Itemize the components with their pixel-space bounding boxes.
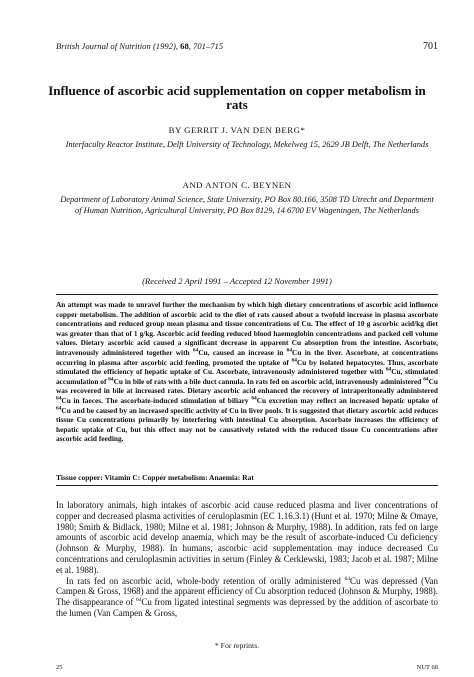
footer-code: NUT 68 (416, 664, 438, 671)
page-footer (56, 664, 438, 671)
citation-volume: 68 (180, 41, 189, 51)
affiliation-2: Department of Laboratory Animal Science, State University, PO Box 80.166, 3508 TD Utrecht and Department of Human Nutrition, Agricultural University, PO Box 8129, 14 6700 EV Wageningen, The Netherlands (60, 195, 434, 215)
author-2: AND ANTON C. BEYNEN (182, 180, 292, 190)
footer-signature: 25 (56, 664, 63, 671)
citation (56, 41, 223, 52)
abstract: An attempt was made to unravel further the mechanism by which high dietary concentrations of ascorbic acid influence copper metabolism. The addition of ascorbic acid to the diet of rats caused about a twofold increase in plasma ascorbate concentrations and reduced group mean plasma and tissue concentrations of Cu. The effect of 10 g ascorbic acid/kg diet was greater than that of 1 g/kg. Ascorbic acid feeding reduced blood haemoglobin concentrations and packed cell volume values. Dietary ascorbic acid caused a significant decrease in apparent Cu absorption from the intestine. Ascorbate, intravenously administered together with $^{64}$Cu, caused an increase in $^{64}$Cu in the liver. Ascorbate, at concentrations occurring in plasma after ascorbic acid feeding, promoted the uptake of $^{64}$Cu by isolated hepatocytes. Thus, ascorbate stimulated the efficiency of hepatic uptake of Cu. Ascorbate, intravenously administered together with $^{64}$Cu, stimulated accumulation of $^{64}$Cu in bile of rats with a bile duct cannula. In rats fed on ascorbic acid, intravenously administered $^{64}$Cu was recovered in bile at increased rates. Dietary ascorbic acid enhanced the recovery of intraperitoneally administered $^{64}$Cu in faeces. The ascorbate-induced stimulation of biliary $^{64}$Cu excretion may reflect an increased hepatic uptake of $^{64}$Cu and be caused by an increased specific activity of Cu in liver pools. It is suggested that dietary ascorbic acid reduces tissue Cu concentrations primarily by interfering with intestinal Cu absorption. Ascorbate increases the efficiency of hepatic uptake of Cu, but this effect may not be causatively related with the reduced tissue Cu concentrations after ascorbic acid feeding. (56, 300, 439, 444)
affiliation-1: Interfaculty Reactor Institute, Delft University of Technology, Mekelweg 15, 2629 JB Delft, The Netherlands (65, 140, 429, 149)
abstract-top-rule (56, 294, 438, 295)
footnote: * For reprints. (214, 641, 260, 650)
received-dates: (Received 2 April 1991 – Accepted 12 November 1991) (142, 276, 332, 286)
citation-pages: , 701–715 (188, 41, 224, 51)
journal-name: British Journal of Nutrition (56, 41, 151, 51)
body-text (56, 500, 438, 619)
article-title: Influence of ascorbic acid supplementation on copper metabolism in rats (48, 83, 426, 112)
paragraph-1: In laboratory animals, high intakes of ascorbic acid cause reduced plasma and liver concentrations of copper and decreased plasma activities of ceruloplasmin (EC 1.16.3.1) (Hunt et al. 1970; Milne & Omaye, 1980; Smith & Bidlack, 1980; Milne et al. 1981; Johnson & Murphy, 1988). In addition, rats fed on large amounts of ascorbic acid develop anaemia, which may be the result of ascorbate-induced Cu deficiency (Johnson & Murphy, 1988). In humans, ascorbic acid supplementation may induce decreased Cu concentrations and ceruloplasmin activities in serum (Finley & Cerklewski, 1983; Jacob et al. 1987; Milne et al. 1988). (56, 500, 438, 575)
abstract-bottom-rule (56, 485, 438, 486)
page-number: 701 (423, 41, 438, 52)
citation-year: (1992), (152, 41, 181, 51)
running-header (56, 41, 438, 52)
paragraph-2: In rats fed on ascorbic acid, whole-body retention of orally administered $^{64}$Cu was depressed (Van Campen & Gross, 1968) and the apparent efficiency of Cu absorption reduced (Johnson & Murphy, 1988). The disappearance of $^{64}$Cu from ligated intestinal segments was depressed by the addition of ascorbate to the lumen (Van Campen & Gross, (56, 575, 438, 618)
keywords: Tissue copper: Vitamin C: Copper metabolism: Anaemia: Rat (56, 473, 254, 482)
author-1: BY GERRIT J. VAN DEN BERG* (168, 125, 306, 135)
